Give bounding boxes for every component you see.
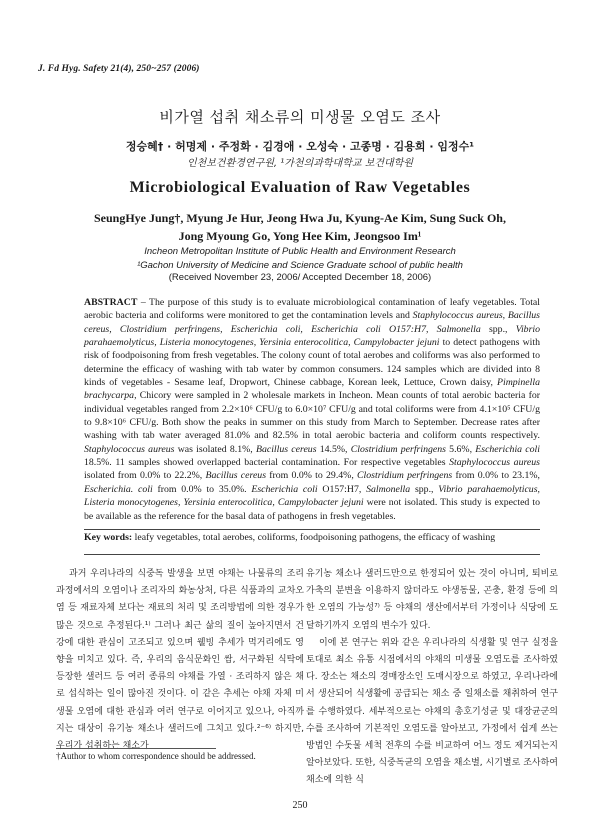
abstract-text: spp., bbox=[480, 323, 516, 335]
keywords-text: leafy vegetables, total aerobes, coliforms, foodpoisoning pathogens, the efficacy of washing bbox=[132, 532, 496, 543]
abstract-species: Clostridium perfringens bbox=[357, 470, 453, 482]
abstract-text: O157:H7, bbox=[317, 483, 367, 495]
abstract-species: Escherichia coli bbox=[251, 483, 318, 495]
abstract-text: 5.6%, bbox=[445, 443, 476, 455]
korean-authors: 정승혜† · 허명제 · 주정화 · 김경애 · 오성숙 · 고종명 · 김용희 · 임정수¹ bbox=[125, 140, 475, 153]
abstract-label: ABSTRACT bbox=[84, 297, 138, 308]
abstract-text: – The purpose of this study is to evaluate microbiological contamination of leafy vegetables. Total aerobic bacteria and coliforms were monitored to get the contamination levels and bbox=[84, 297, 540, 322]
abstract-species: Staphylococcus aureus bbox=[449, 457, 540, 469]
journal-reference: J. Fd Hyg. Safety 21(4), 250~257 (2006) bbox=[38, 64, 200, 74]
english-authors-line-2: Jong Myoung Go, Yong Hee Kim, Jeongsoo Im¹ bbox=[178, 229, 422, 243]
body-paragraph: 이에 본 연구는 위와 같은 우리나라의 식생활 및 연구 실정을 토대로 최소 유통 시점에서의 야채의 미생물 오염도를 조사하였다. 장소는 채소의 경매장소인 도매시장으로 하였고, 우리나라에서 생산되어 식생활에 공급되는 채소 중 일채소를 채취하여 연구를 수행하였다. 세부적으로는 야채의 총호기성균 및 대장균군의 수를 조사하여 기본적인 오염도를 알아보고, 가정에서 쉽게 쓰는 방법인 수돗물 세척 전후의 수를 비교하여 어느 정도 제거되는지 알아보았다. 또한, 식중독균의 오염을 채소별, 시기별로 조사하여 채소에 의한 식 bbox=[306, 637, 558, 786]
abstract-species: Salmonella bbox=[366, 483, 411, 495]
footnote: †Author to whom correspondence should be addressed. bbox=[56, 751, 256, 761]
abstract-species: Vibrio parahaemolyticus, Listeria monocytogenes, Yersinia enterocolitica, Campylobacter jejuni bbox=[84, 323, 540, 349]
body-column-right bbox=[306, 566, 558, 790]
abstract-species: Vibrio parahaemolyticus, Listeria monocytogenes, Yersinia enterocolitica, Campylobacter jejuni bbox=[84, 483, 540, 509]
footnote-divider bbox=[56, 748, 216, 749]
abstract-species: Escherichia. coli bbox=[84, 483, 153, 495]
abstract-species: Bacillus cereus bbox=[205, 470, 267, 482]
page-number: 250 bbox=[292, 800, 308, 811]
abstract-text: were not isolated. This study is expected to be available as the reference for the basal data of pathogens in fresh vegetables. bbox=[84, 497, 540, 522]
abstract-text: 14.5%, bbox=[316, 443, 351, 455]
english-title: Microbiological Evaluation of Raw Vegetables bbox=[129, 179, 471, 196]
received-dates: (Received November 23, 2006/ Accepted December 18, 2006) bbox=[168, 272, 432, 283]
abstract-text: from 0.0% to 29.4%, bbox=[266, 470, 358, 482]
abstract-species: Pimpinella brachycarpa bbox=[84, 377, 540, 402]
abstract-text: , Chicory were sampled in 2 wholesale markets in Incheon. Mean counts of total aerobic bacteria for individual vegetables ranged from 2.2×10⁶ CFU/g to 6.0×10⁷ CFU/g and total coliforms were from 4.1×10⁵ CFU/g to 9.8×10⁶ CFU/g. Both show the peaks in summer on this study from March to September. Decrease rates after washing with tab water averaged 81.0% and 82.5% in total aerobic bacteria and coliform counts respectively. bbox=[84, 390, 540, 442]
abstract-text: was isolated 8.1%, bbox=[174, 443, 256, 455]
body-paragraph: 유기농 채소나 샐러드만으로 한정되어 있는 것이 아니며, 퇴비로 가축의 분변을 이용하지 않더라도 야생동물, 곤충, 환경 등에 의한 오염의 가능성⁷⁾ 등 야채의 생산에서부터 가정이나 식당에 도달하기까지 오염의 변수가 있다. bbox=[306, 569, 558, 631]
keywords-top-rule bbox=[84, 529, 540, 530]
abstract-species: Escherichia coli bbox=[475, 443, 540, 455]
keywords-bottom-rule bbox=[84, 554, 540, 555]
abstract bbox=[84, 296, 540, 523]
keywords bbox=[84, 531, 540, 545]
abstract-text: to detect pathogens with risk of foodpoisoning from fresh vegetables. The colony count of total aerobes and coliforms was also performed to determine the efficacy of washing with tab water by common consumers. 124 samples which are divided into 8 kinds of vegetables - Sesame leaf, Dropwort, Chinese cabbage, Korean leek, Lettuce, Crown daisy, bbox=[84, 337, 540, 389]
abstract-species: Staphylococcus aureus, Bacillus cereus, Clostridium perfringens, Escherichia coli, Escherichia coli O157:H7, Salmonella bbox=[84, 310, 540, 335]
english-authors-line-1: SeungHye Jung†, Myung Je Hur, Jeong Hwa Ju, Kyung-Ae Kim, Sung Suck Oh, bbox=[94, 211, 506, 225]
abstract-species: Bacillus cereus bbox=[255, 443, 317, 455]
korean-title: 비가열 섭취 채소류의 미생물 오염도 조사 bbox=[159, 108, 441, 126]
abstract-text: from 0.0% to 35.0%. bbox=[152, 483, 252, 495]
abstract-text: isolated from 0.0% to 22.2%, bbox=[84, 470, 206, 482]
body-column-left bbox=[56, 566, 304, 755]
abstract-species: Clostridium perfringens bbox=[350, 443, 446, 455]
body-paragraph: 과거 우리나라의 식중독 발생을 보면 야채는 나물류의 조리과정에서의 오염이나 조리자의 화농상처, 다른 식품과의 교차오염 등 재료자체 보다는 재료의 처리 및 조리방법에 의한 경우가 많은 것으로 추정된다.¹⁾ 그러나 최근 삶의 질이 높아지면서 건강에 대한 관심이 고조되고 있으며 웰빙 추세가 먹거리에도 영향을 미치고 있다. 즉, 우리의 음식문화인 쌈, 서구화된 식탁에 등장한 샐러드 등 여러 종류의 야채를 가열 · 조리하지 않은 채로 섭식하는 일이 많아진 것이다. 이 같은 추세는 야채 자체 미생물 오염에 대한 관심과 여러 연구로 이어지고 있으나, 아직까지는 대상이 유기농 채소나 샐러드에 그치고 있다.²⁻⁶⁾ 하지만, 우리가 섭취하는 채소가 bbox=[56, 569, 304, 752]
affiliation-2: ¹Gachon University of Medicine and Science Graduate school of public health bbox=[137, 259, 463, 271]
english-affiliations bbox=[0, 245, 600, 272]
abstract-text: from 0.0% to 23.1%, bbox=[452, 470, 541, 482]
abstract-text: 18.5%. 11 samples showed overlapped bacterial contamination. For respective vegetables bbox=[84, 457, 450, 469]
keywords-label: Key words: bbox=[84, 532, 133, 543]
abstract-species: Staphylococcus aureus bbox=[84, 443, 175, 455]
abstract-text: spp., bbox=[410, 483, 439, 495]
korean-affiliation: 인천보건환경연구원, ¹가천의과학대학교 보건대학원 bbox=[186, 158, 414, 169]
english-authors bbox=[0, 209, 600, 245]
affiliation-1: Incheon Metropolitan Institute of Public Health and Environment Research bbox=[144, 246, 456, 257]
